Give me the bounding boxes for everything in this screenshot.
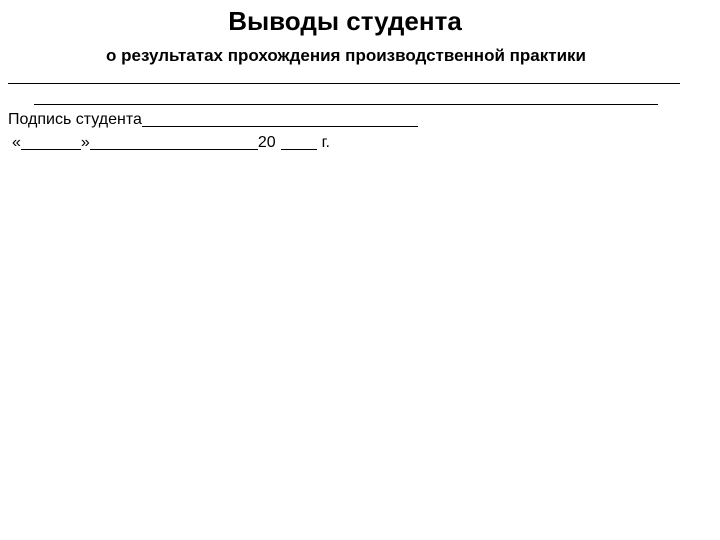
date-row	[12, 133, 330, 152]
date-month-blank	[90, 133, 258, 150]
conclusion-line-2	[34, 104, 658, 105]
date-close-quote: »	[80, 134, 90, 151]
signature-blank	[142, 110, 418, 127]
date-open-quote: «	[12, 134, 21, 151]
date-year-suffix: г.	[321, 134, 330, 151]
page-title	[0, 6, 720, 37]
conclusion-line-1	[8, 83, 680, 84]
page-subtitle	[0, 46, 720, 66]
signature-row	[8, 110, 418, 129]
date-year-prefix: 20	[257, 134, 276, 151]
page-subtitle-text: о результатах прохождения производственной практики	[106, 46, 586, 65]
page-title-text: Выводы студента	[228, 6, 462, 36]
date-year-blank	[281, 133, 317, 150]
date-day-blank	[21, 133, 81, 150]
signature-label: Подпись студента	[8, 111, 142, 128]
